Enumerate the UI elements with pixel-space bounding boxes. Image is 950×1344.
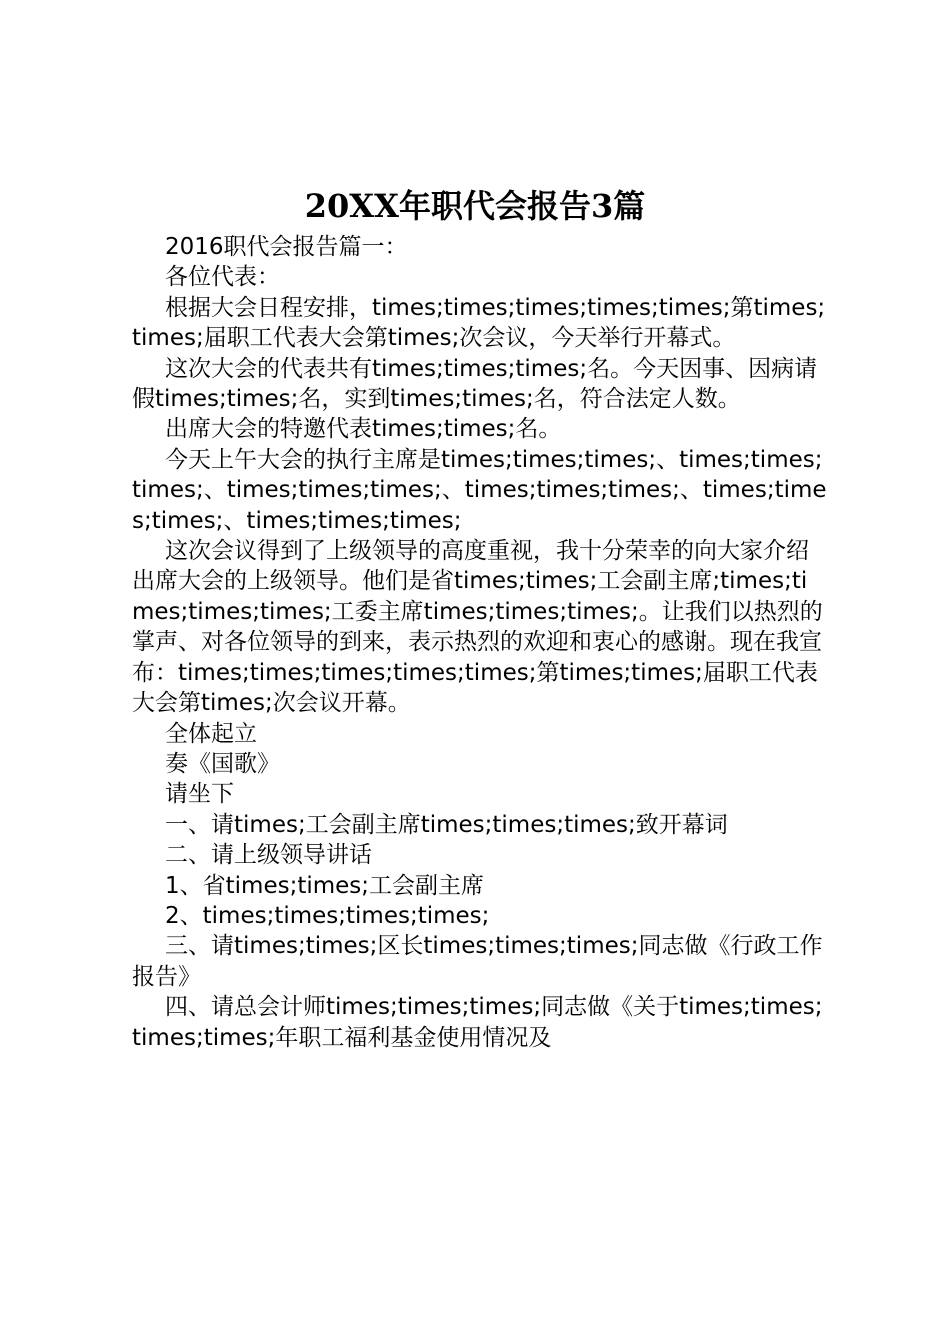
- paragraph: 出席大会的特邀代表times;times;名。: [165, 416, 562, 443]
- paragraph: 全体起立: [165, 720, 257, 747]
- paragraph: 四、请总会计师times;times;times;同志做《关于times;times;times;times;年职工福利基金使用情况及: [132, 994, 823, 1051]
- paragraph: 1、省times;times;工会副主席: [165, 872, 485, 899]
- paragraph: 二、请上级领导讲话: [165, 842, 372, 869]
- document-body: [132, 232, 828, 1053]
- paragraph: 这次会议得到了上级领导的高度重视，我十分荣幸的向大家介绍出席大会的上级领导。他们是省times;times;工会副主席;times;times;times;times;工委主席times;times;times;。让我们以热烈的掌声、对各位领导的到来，表示热烈的欢迎和衷心的感谢。现在我宣布：times;times;times;times;times;第times;times;届职工代表大会第times;次会议开幕。: [132, 538, 823, 717]
- paragraph: 2、times;times;times;times;: [165, 902, 490, 929]
- paragraph: 今天上午大会的执行主席是times;times;times;、times;times;times;、times;times;times;、times;times;times;、times;times;times;、times;times;times;: [132, 446, 827, 534]
- paragraph: 请坐下: [165, 781, 234, 808]
- paragraph: 这次大会的代表共有times;times;times;名。今天因事、因病请假times;times;名，实到times;times;名，符合法定人数。: [132, 355, 818, 413]
- paragraph: 奏《国歌》: [165, 750, 280, 777]
- paragraph: 三、请times;times;区长times;times;times;同志做《行政工作报告》: [132, 933, 823, 990]
- paragraph: 一、请times;工会副主席times;times;times;致开幕词: [165, 811, 728, 838]
- paragraph: 根据大会日程安排，times;times;times;times;times;第times;times;届职工代表大会第times;次会议，今天举行开幕式。: [132, 294, 826, 352]
- paragraph: 各位代表：: [165, 264, 280, 291]
- document-title: 20XX年职代会报告3篇: [304, 187, 646, 225]
- paragraph: 2016职代会报告篇一：: [165, 234, 408, 260]
